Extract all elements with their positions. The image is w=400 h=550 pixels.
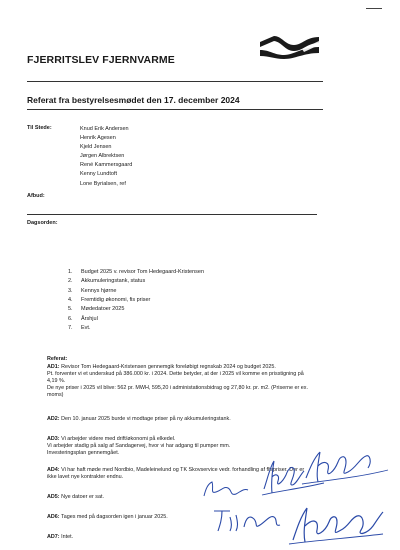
title-rule xyxy=(27,109,323,110)
document-title: Referat fra bestyrelsesmødet den 17. december 2024 xyxy=(27,95,240,105)
attendee: Kjeld Jensen xyxy=(80,144,112,151)
attendee: Kenny Lundtoft xyxy=(80,171,118,178)
agenda-item: 3. Kennys hjørne xyxy=(68,287,117,294)
absent-label: Afbud: xyxy=(27,193,45,199)
agenda-item: 2. Akkumuleringstank, status xyxy=(68,278,146,285)
scan-corner-mark xyxy=(366,8,382,9)
minutes-label: Referat: xyxy=(47,356,68,362)
present-label: Til Stede: xyxy=(27,125,52,131)
minutes-ad2: AD2: Den 10. januar 2025 burde vi modtage priser på ny akkumuleringstank. xyxy=(47,416,231,422)
minutes-ad7: AD7: Intet. xyxy=(47,534,74,540)
attendee: Henrik Agesen xyxy=(80,135,116,142)
agenda-item: 1. Budget 2025 v. revisor Tom Hedegaard-Kristensen xyxy=(68,269,205,275)
attendee: Jørgen Albrektsen xyxy=(80,153,125,160)
signature-5 xyxy=(285,500,385,546)
minutes-ad3: AD3: Vi arbejder videre med drift/økonomi på elkedel. Vi arbejder stadig på salg af Sandagervej, hvor vi har adgang til pumper mm. Investeringsplan gennemgået. xyxy=(47,436,231,457)
attendee: René Kammersgaard xyxy=(80,162,133,169)
signature-2 xyxy=(300,448,390,488)
minutes-ad6: AD6: Tages med på dagsorden igen i januar 2025. xyxy=(47,514,168,520)
minutes-ad5: AD5: Nye datoer er sat. xyxy=(47,494,104,500)
header-rule xyxy=(27,81,323,82)
attendee: Knud Erik Andersen xyxy=(80,126,129,132)
attendance-rule xyxy=(27,214,317,215)
agenda-list xyxy=(68,268,204,333)
signature-3 xyxy=(200,478,250,502)
signature-4 xyxy=(210,505,285,535)
wave-logo-icon xyxy=(258,33,321,60)
minutes-ad4: AD4: Vi har haft møde med Nordbio, Madeleinelund og TK Skovservice vedr. forhandling af flispriser. Der er ikke lavet nye kontrakter endnu. xyxy=(47,467,305,481)
agenda-item: 6. Årshjul xyxy=(68,315,98,322)
attendee-list xyxy=(80,125,132,189)
org-name: FJERRITSLEV FJERNVARME xyxy=(27,54,175,66)
agenda-item: 5. Mødedatoer 2025 xyxy=(68,306,125,313)
attendee: Lone Byrialsen, ref xyxy=(80,180,126,187)
agenda-item: 4. Fremtidig økonomi, fis priser xyxy=(68,297,151,304)
agenda-label: Dagsorden: xyxy=(27,220,58,226)
agenda-item: 7. Evt. xyxy=(68,325,91,332)
minutes-ad1: AD1: Revisor Tom Hedegaard-Kristensen gennemgik foreløbigt regnskab 2024 og budget 2025. Pt. forventer vi et underskud på 386.000 kr. i 2024. Dette betyder, at der i 2025 vil komme en prisstigning på 4,19 %. De nye priser i 2025 vil blive: 562 pr. MWH, 595,20 i administationsbidrag og 27,80 kr. pr. m2. (Priserne er ex. moms) xyxy=(47,364,308,399)
